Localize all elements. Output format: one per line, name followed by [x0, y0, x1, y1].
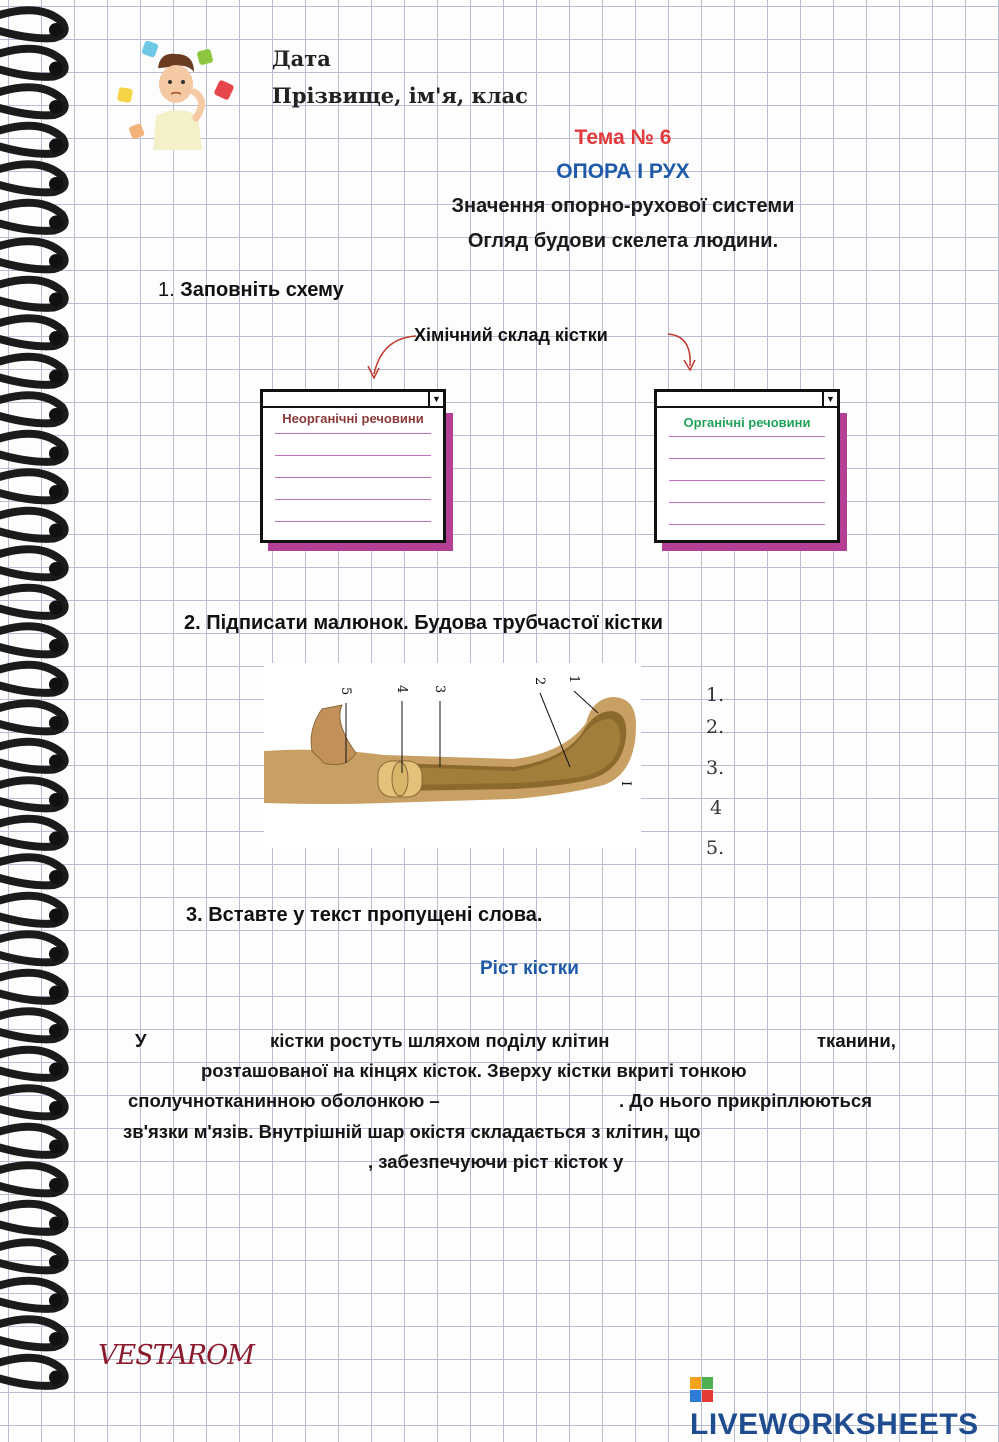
binding-hole [49, 254, 63, 268]
task1-number: 1. [158, 279, 175, 301]
bone-growth-subheading: Ріст кістки [480, 958, 579, 979]
binding-hole [49, 293, 63, 307]
figure-label-1: 1 [566, 675, 581, 684]
text-line1-end: тканини, [817, 1030, 896, 1051]
organic-title: Органічні речовини [683, 415, 811, 430]
blank-1[interactable] [160, 1046, 260, 1047]
answer-number-3: 3. [706, 757, 725, 779]
answer-number-4: 4 [710, 797, 723, 819]
binding-hole [49, 678, 63, 692]
task1-title: Заповніть схему [180, 279, 344, 301]
answer-line[interactable] [275, 499, 431, 500]
subtitle-2: Огляд будови скелета людини. [467, 230, 779, 252]
liveworksheets-logo-icon [690, 1377, 714, 1403]
binding-hole [49, 1101, 63, 1115]
brand-text: LIVEWORKSHEETS [690, 1408, 979, 1441]
binding-hole [49, 1371, 63, 1385]
answer-line[interactable] [275, 455, 431, 456]
figure-label-2: 2 [532, 677, 547, 686]
binding-hole [49, 447, 63, 461]
answer-line[interactable] [669, 458, 825, 459]
blank-3[interactable] [505, 1106, 615, 1107]
binding-hole [49, 139, 63, 153]
binding-hole [49, 1255, 63, 1269]
topic-number: Тема № 6 [574, 126, 672, 149]
text-line3-start: сполучнотканинною оболонкою – [128, 1090, 440, 1111]
binding-hole [49, 870, 63, 884]
binding-hole [49, 1024, 63, 1038]
dropdown-arrow-icon[interactable]: ▼ [428, 392, 443, 406]
tubular-bone-figure [264, 663, 641, 848]
binding-hole [49, 331, 63, 345]
answer-line[interactable] [275, 521, 431, 522]
dropdown-bar [657, 392, 837, 408]
answer-number-5: 5. [706, 837, 725, 859]
inorganic-title: Неорганічні речовини [282, 411, 424, 426]
text-line4: зв'язки м'язів. Внутрішній шар окістя складається з клітин, що [123, 1121, 701, 1142]
task3-heading: 3. Вставте у текст пропущені слова. [186, 904, 543, 926]
blank-2[interactable] [680, 1046, 810, 1047]
thinking-boy-illustration [108, 40, 238, 150]
binding-hole [49, 716, 63, 730]
binding-hole [49, 639, 63, 653]
figure-label-4: 4 [394, 685, 409, 694]
blank-5[interactable] [676, 1166, 796, 1167]
binding-hole [49, 755, 63, 769]
binding-hole [49, 100, 63, 114]
spiral-binding [0, 0, 80, 1415]
text-line2: розташованої на кінцях кісток. Зверху кістки вкриті тонкою [201, 1060, 747, 1081]
binding-hole [49, 1294, 63, 1308]
binding-hole [49, 408, 63, 422]
binding-hole [49, 909, 63, 923]
arrow-right-icon [660, 330, 710, 375]
dropdown-bar [263, 392, 443, 408]
figure-label-epiphysis: I [618, 781, 633, 787]
subtitle-1: Значення опорно-рухової системи [451, 195, 795, 217]
binding-hole [49, 1332, 63, 1346]
answer-line[interactable] [669, 502, 825, 503]
answer-line[interactable] [669, 436, 825, 437]
binding-hole [49, 601, 63, 615]
binding-hole [49, 947, 63, 961]
text-line5: , забезпечуючи ріст кісток у [368, 1151, 624, 1172]
vestarom-logo: VESTAROM [98, 1340, 254, 1371]
section-title: ОПОРА І РУХ [556, 160, 690, 183]
binding-hole [49, 793, 63, 807]
dropdown-arrow-icon[interactable]: ▼ [822, 392, 837, 406]
text-line1-middle: кістки ростуть шляхом поділу клітин [270, 1030, 610, 1051]
organic-dropdown-box[interactable] [654, 389, 840, 543]
binding-hole [49, 177, 63, 191]
chemical-composition-label: Хімічний склад кістки [414, 325, 608, 345]
arrow-left-icon [360, 330, 420, 385]
binding-hole [49, 485, 63, 499]
task2-heading: 2. Підписати малюнок. Будова трубчастої кістки [184, 612, 663, 634]
binding-hole [49, 216, 63, 230]
answer-number-1: 1. [706, 684, 725, 706]
binding-hole [49, 832, 63, 846]
figure-label-5: 5 [338, 687, 353, 696]
answer-number-2: 2. [706, 716, 725, 738]
date-label: Дата [272, 46, 331, 71]
binding-hole [49, 23, 63, 37]
binding-hole [49, 1063, 63, 1077]
binding-hole [49, 1140, 63, 1154]
blank-4[interactable] [250, 1166, 365, 1167]
inorganic-dropdown-box[interactable] [260, 389, 446, 543]
answer-line[interactable] [275, 433, 431, 434]
text-line3-end: . До нього прикріплюються [619, 1090, 873, 1111]
text-line1-start: У [135, 1030, 147, 1051]
task1-heading [158, 279, 344, 302]
binding-hole [49, 370, 63, 384]
answer-line[interactable] [669, 480, 825, 481]
binding-hole [49, 1217, 63, 1231]
answer-line[interactable] [669, 524, 825, 525]
binding-hole [49, 562, 63, 576]
binding-hole [49, 62, 63, 76]
binding-hole [49, 524, 63, 538]
answer-line[interactable] [275, 477, 431, 478]
binding-hole [49, 1178, 63, 1192]
figure-label-3: 3 [432, 685, 447, 694]
liveworksheets-brand[interactable] [690, 1374, 999, 1442]
binding-hole [49, 986, 63, 1000]
name-class-label: Прізвище, ім'я, клас [272, 83, 528, 108]
